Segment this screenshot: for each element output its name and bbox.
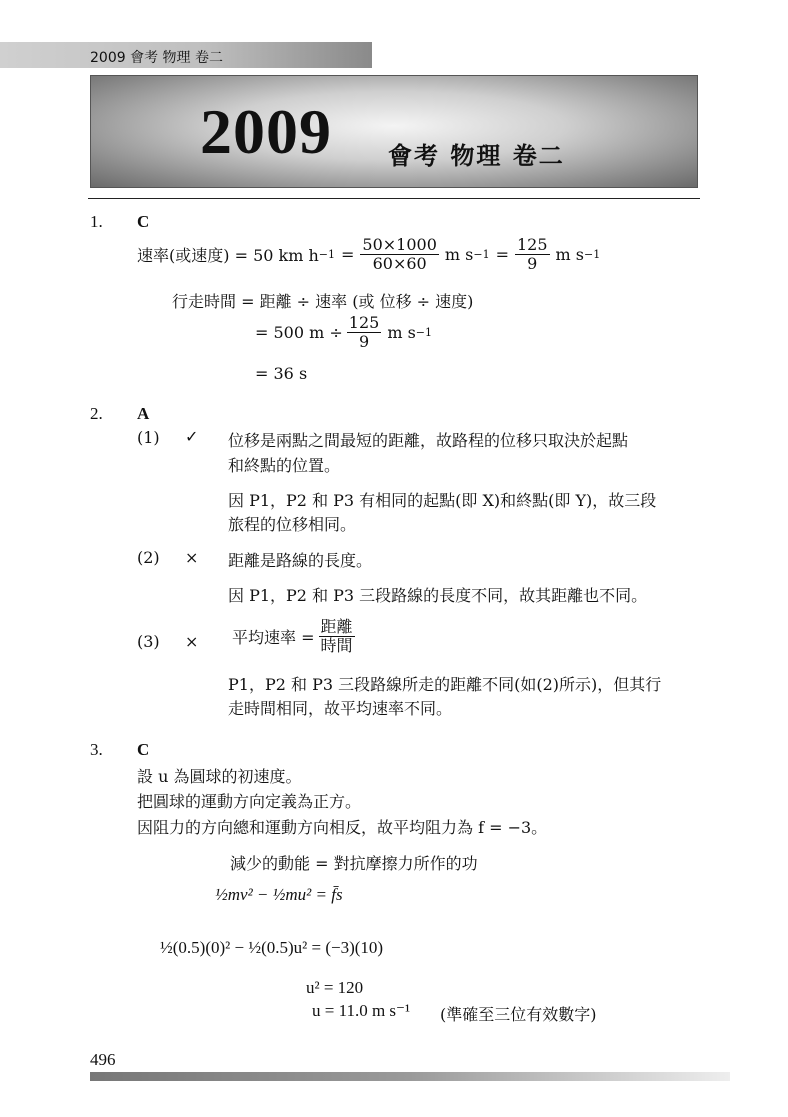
- q1-answer: C: [137, 212, 150, 231]
- q3-equation-4-note: (準確至三位有效數字): [440, 1005, 597, 1024]
- q2-s3-fraction: [319, 618, 355, 654]
- q3-equation-2: ½(0.5)(0)² − ½(0.5)u² = (−3)(10): [160, 938, 384, 957]
- q1-speed-label: 速率(或速度) = 50 km h: [137, 245, 319, 265]
- q1-fraction-1: [360, 236, 438, 272]
- q3-line-2: 把圓球的運動方向定義為正方。: [137, 792, 362, 811]
- q2-number: 2.: [90, 404, 103, 423]
- q1-frac3-num: 125: [348, 313, 380, 332]
- q1-unit-3: m s: [387, 322, 416, 342]
- banner-year: 2009: [200, 96, 332, 167]
- q1-frac3-den: 9: [358, 331, 370, 351]
- title-banner: [90, 75, 698, 188]
- q1-fraction-2: [515, 236, 550, 272]
- q2-s3-text-a: P1，P2 和 P3 三段路線所走的距離不同(如(2)所示)，但其行: [228, 675, 662, 694]
- q2-s1-text-c: 因 P1，P2 和 P3 有相同的起點(即 X)和終點(即 Y)，故三段: [228, 491, 657, 510]
- cross-icon: ×: [185, 548, 199, 567]
- q2-s1-text-d: 旅程的位移相同。: [228, 515, 357, 534]
- q3-line-4: 減少的動能 = 對抗摩擦力所作的功: [230, 854, 478, 873]
- q2-s2-text-b: 因 P1，P2 和 P3 三段路線的長度不同，故其距離也不同。: [228, 586, 648, 605]
- running-header-title: 2009 會考 物理 卷二: [90, 50, 223, 66]
- q2-s3-text-b: 走時間相同，故平均速率不同。: [228, 699, 453, 718]
- q1-eq-sign: =: [341, 244, 355, 264]
- q1-speed-exp: −1: [318, 247, 335, 261]
- cross-icon: ×: [185, 632, 199, 651]
- q1-step-1: [255, 314, 432, 350]
- q1-unit-1: m s: [444, 244, 474, 264]
- q2-s2-label: (2): [137, 548, 160, 567]
- check-icon: ✓: [185, 427, 199, 446]
- q1-time-formula: 行走時間 = 距離 ÷ 速率 (或 位移 ÷ 速度): [172, 292, 474, 311]
- q2-s1-text-a: 位移是兩點之間最短的距離，故路程的位移只取決於起點: [228, 431, 629, 450]
- q1-frac2-den: 9: [527, 253, 538, 273]
- q2-s1-label: (1): [137, 428, 160, 447]
- q3-equation-3: u² = 120: [306, 978, 364, 997]
- q1-speed-equation: [137, 236, 600, 272]
- q3-answer: C: [137, 740, 150, 759]
- q1-result: = 36 s: [255, 364, 308, 383]
- q2-s3-den: 時間: [320, 635, 353, 655]
- q1-unit-2: m s: [555, 244, 584, 264]
- q1-fraction-3: [347, 314, 382, 350]
- q3-equation-1: ½mv² − ½mu² = f̄s: [215, 885, 343, 904]
- q1-number: 1.: [90, 212, 103, 231]
- q3-line-1: 設 u 為圓球的初速度。: [137, 767, 302, 786]
- q2-s3-label: (3): [137, 632, 160, 651]
- q2-s3-num: 距離: [320, 617, 353, 636]
- q3-line-3: 因阻力的方向總和運動方向相反，故平均阻力為 f = −3。: [137, 818, 548, 837]
- q2-answer: A: [137, 404, 150, 423]
- footer-bar: [90, 1072, 730, 1081]
- q2-s1-text-b: 和終點的位置。: [228, 456, 341, 475]
- q2-s3-formula: [232, 618, 355, 654]
- q1-frac1-den: 60×60: [372, 253, 427, 273]
- q3-equation-4: u = 11.0 m s⁻¹: [312, 1001, 411, 1020]
- banner-rule: [88, 198, 700, 199]
- page-number: 496: [90, 1050, 116, 1069]
- q1-step-1-prefix: = 500 m ÷: [255, 322, 343, 342]
- q1-eq-sign-2: =: [495, 244, 509, 264]
- q1-frac2-num: 125: [516, 235, 548, 254]
- q1-unit-1-exp: −1: [473, 247, 490, 261]
- q2-s3-lhs: 平均速率 =: [232, 627, 315, 647]
- q1-unit-3-exp: −1: [415, 325, 433, 339]
- q3-number: 3.: [90, 740, 103, 759]
- q1-frac1-num: 50×1000: [362, 235, 437, 254]
- q2-s2-text-a: 距離是路線的長度。: [228, 551, 373, 570]
- banner-subject: 會考 物理 卷二: [388, 142, 565, 170]
- q1-unit-2-exp: −1: [584, 247, 601, 261]
